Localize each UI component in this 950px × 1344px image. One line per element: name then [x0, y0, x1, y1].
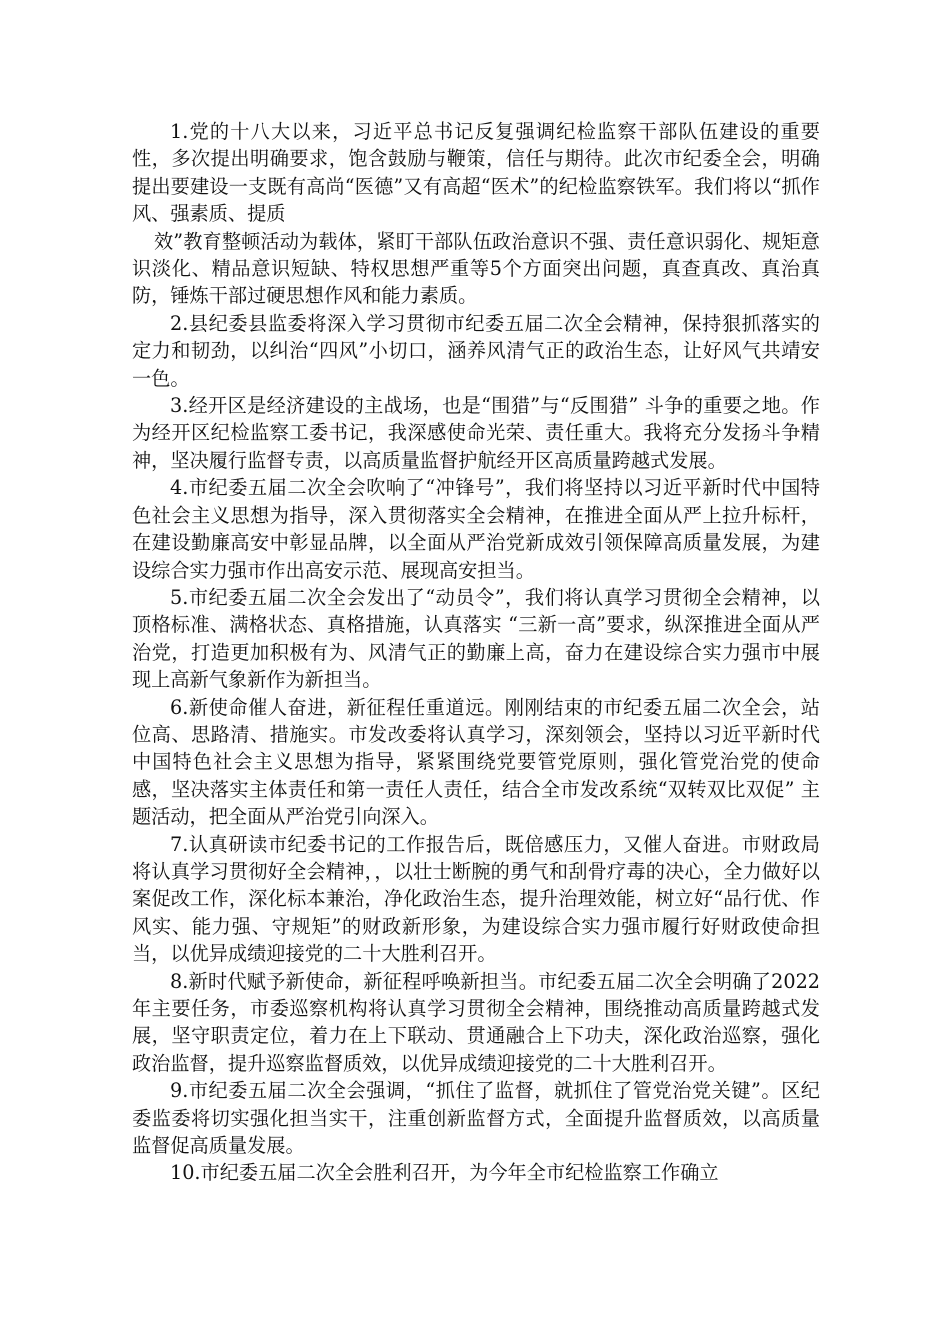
- paragraph-5: 5.市纪委五届二次全会发出了“动员令”，我们将认真学习贯彻全会精神，以顶格标准、满格状态、真格措施，认真落实 “三新一高”要求，纵深推进全面从严治党，打造更加积极有为、风清气正的勤廉上高，奋力在建设综合实力强市中展现上高新气象新作为新担当。: [132, 585, 820, 692]
- paragraph-2: 2.县纪委县监委将深入学习贯彻市纪委五届二次全会精神，保持狠抓落实的定力和韧劲，以纠治“四风”小切口，涵养风清气正的政治生态，让好风气共靖安一色。: [132, 311, 820, 390]
- paragraph-4: 4.市纪委五届二次全会吹响了“冲锋号”，我们将坚持以习近平新时代中国特色社会主义思想为指导，深入贯彻落实全会精神，在推进全面从严上拉升标杆，在建设勤廉高安中彰显品牌，以全面从严治党新成效引领保障高质量发展，为建设综合实力强市作出高安示范、展现高安担当。: [132, 476, 820, 582]
- paragraph-6: 6.新使命催人奋进，新征程任重道远。刚刚结束的市纪委五届二次全会，站位高、思路清、措施实。市发改委将认真学习，深刻领会，坚持以习近平新时代中国特色社会主义思想为指导，紧紧围绕党要管党原则，强化管党治党的使命感，坚决落实主体责任和第一责任人责任，结合全市发改系统“双转双比双促” 主题活动，把全面从严治党引向深入。: [132, 695, 820, 829]
- paragraph-9: 9.市纪委五届二次全会强调，“抓住了监督，就抓住了管党治党关键”。区纪委监委将切实强化担当实干，注重创新监督方式，全面提升监督质效，以高质量监督促高质量发展。: [132, 1079, 820, 1158]
- paragraph-3: 3.经开区是经济建设的主战场，也是“围猎”与“反围猎” 斗争的重要之地。作为经开区纪检监察工委书记，我深感使命光荣、责任重大。我将充分发扬斗争精神，坚决履行监督专责，以高质量监督护航经开区高质量跨越式发展。: [132, 394, 820, 472]
- paragraph-1-continued: 效”教育整顿活动为载体，紧盯干部队伍政治意识不强、责任意识弱化、规矩意识淡化、精品意识短缺、特权思想严重等5个方面突出问题，真查真改、真治真防，锤炼干部过硬思想作风和能力素质。: [132, 229, 820, 308]
- paragraph-1: 1.党的十八大以来，习近平总书记反复强调纪检监察干部队伍建设的重要性，多次提出明确要求，饱含鼓励与鞭策，信任与期待。此次市纪委全会，明确提出要建设一支既有高尚“医德”又有高超“医术”的纪检监察铁军。我们将以“抓作风、强素质、提质: [132, 120, 820, 226]
- paragraph-7: 7.认真研读市纪委书记的工作报告后，既倍感压力，又催人奋进。市财政局将认真学习贯彻好全会精神，，以壮士断腕的勇气和刮骨疗毒的决心，全力做好以案促改工作，深化标本兼治，净化政治生态，提升治理效能，树立好“品行优、作风实、能力强、守规矩”的财政新形象，为建设综合实力强市履行好财政使命担当，以优异成绩迎接党的二十大胜利召开。: [132, 832, 820, 966]
- paragraph-10: 10.市纪委五届二次全会胜利召开，为今年全市纪检监察工作确立: [170, 1161, 719, 1185]
- paragraph-8: 8.新时代赋予新使命，新征程呼唤新担当。市纪委五届二次全会明确了2022年主要任务，市委巡察机构将认真学习贯彻全会精神，围绕推动高质量跨越式发展，坚守职责定位，着力在上下联动、贯通融合上下功夫，深化政治巡察，强化政治监督，提升巡察监督质效，以优异成绩迎接党的二十大胜利召开。: [132, 969, 820, 1075]
